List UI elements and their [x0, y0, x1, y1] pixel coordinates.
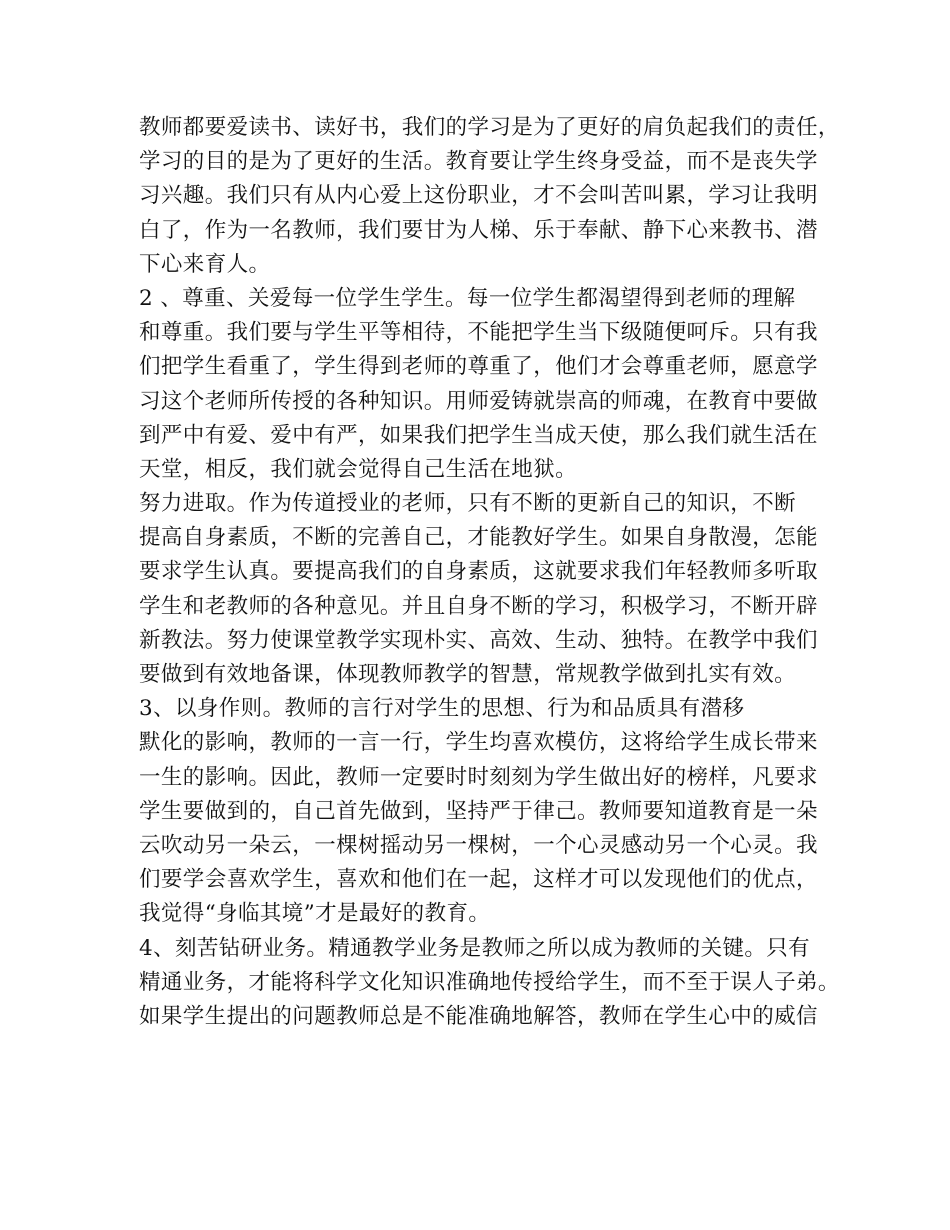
- text-line: 默化的影响，教师的一言一行，学生均喜欢模仿，这将给学生成长带来: [139, 730, 818, 756]
- text-line: 云吹动另一朵云，一棵树摇动另一棵树，一个心灵感动另一个心灵。我: [139, 832, 818, 858]
- text-line: 白了，作为一名教师，我们要甘为人梯、乐于奉献、静下心来教书、潜: [139, 217, 818, 243]
- text-line: 4、刻苦钻研业务。精通教学业务是教师之所以成为教师的关键。只有: [139, 935, 811, 961]
- text-line: 们要学会喜欢学生，喜欢和他们在一起，这样才可以发现他们的优点，: [139, 867, 818, 893]
- text-line: 习兴趣。我们只有从内心爱上这份职业，才不会叫苦叫累，学习让我明: [139, 183, 818, 209]
- text-line: 们把学生看重了，学生得到老师的尊重了，他们才会尊重老师，愿意学: [139, 354, 818, 380]
- text-line: 学生和老教师的各种意见。并且自身不断的学习，积极学习，不断开辟: [139, 593, 818, 619]
- text-line: 努力进取。作为传道授业的老师，只有不断的更新自己的知识，不断: [139, 491, 797, 517]
- text-line: 新教法。努力使课堂教学实现朴实、高效、生动、独特。在教学中我们: [139, 627, 818, 653]
- body-text: [139, 111, 839, 1034]
- text-line: 到严中有爱、爱中有严，如果我们把学生当成天使，那么我们就生活在: [139, 422, 818, 448]
- text-line: 学生要做到的，自己首先做到，坚持严于律己。教师要知道教育是一朵: [139, 798, 818, 824]
- text-line: 习这个老师所传授的各种知识。用师爱铸就崇高的师魂，在教育中要做: [139, 388, 818, 414]
- text-line: 一生的影响。因此，教师一定要时时刻刻为学生做出好的榜样，凡要求: [139, 764, 818, 790]
- text-line: 教师都要爱读书、读好书，我们的学习是为了更好的肩负起我们的责任，: [139, 115, 840, 140]
- text-line: 3、以身作则。教师的言行对学生的思想、行为和品质具有潜移: [139, 696, 745, 722]
- text-line: 下心来育人。: [139, 251, 271, 277]
- text-line: 精通业务，才能将科学文化知识准确地传授给学生，而不至于误人子弟。: [139, 969, 840, 995]
- text-line: 天堂，相反，我们就会觉得自己生活在地狱。: [139, 456, 578, 482]
- text-line: 提高自身素质，不断的完善自己，才能教好学生。如果自身散漫，怎能: [139, 525, 818, 551]
- text-line: 学习的目的是为了更好的生活。教育要让学生终身受益，而不是丧失学: [139, 149, 818, 175]
- text-line: 2 、尊重、关爱每一位学生学生。每一位学生都渴望得到老师的理解: [139, 285, 796, 311]
- text-line: 我觉得“身临其境”才是最好的教育。: [139, 901, 491, 927]
- text-line: 要做到有效地备课，体现教师教学的智慧，常规教学做到扎实有效。: [139, 662, 797, 687]
- text-line: 如果学生提出的问题教师总是不能准确地解答，教师在学生心中的威信: [139, 1003, 818, 1029]
- text-line: 和尊重。我们要与学生平等相待，不能把学生当下级随便呵斥。只有我: [139, 320, 818, 346]
- text-line: 要求学生认真。要提高我们的自身素质，这就要求我们年轻教师多听取: [139, 559, 818, 585]
